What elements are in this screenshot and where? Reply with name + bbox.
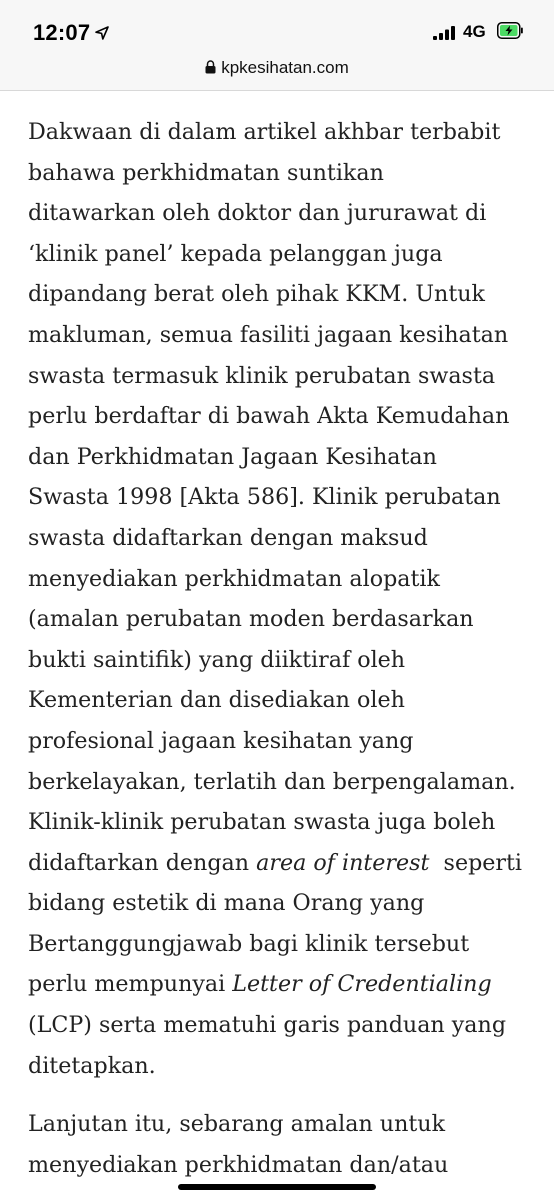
text-line: menyediakan perkhidmatan dan/atau [28,1151,449,1178]
text-line: ditetapkan. [28,1052,156,1079]
text-line: (amalan perubatan moden berdasarkan [28,606,474,633]
location-arrow-icon [95,26,109,40]
text-line: berkelayakan, terlatih dan berpengalaman. [28,768,516,795]
text-line: profesional jagaan kesihatan yang [28,727,414,754]
text-line: Kementerian dan disediakan oleh [28,687,405,714]
text-line [28,964,538,1005]
text-line: dan Perkhidmatan Jagaan Kesihatan [28,443,437,470]
signal-bars-icon [433,26,457,40]
text-segment: seperti [429,849,523,876]
home-indicator[interactable] [178,1184,376,1190]
network-type: 4G [463,22,486,41]
lock-icon [205,60,216,74]
article-content [28,112,538,1203]
article-paragraph [28,112,538,1086]
text-line: perlu berdaftar di bawah Akta Kemudahan [28,403,510,430]
italic-term: area of interest [256,849,430,876]
text-line [28,843,538,884]
text-line: ‘klinik panel’ kepada pelanggan juga [28,240,443,267]
text-line: Lanjutan itu, sebarang amalan untuk [28,1111,446,1138]
text-line: Bertanggungjawab bagi klinik tersebut [28,930,470,957]
url-bar[interactable] [0,56,554,91]
text-line: makluman, semua fasiliti jagaan kesihatan [28,321,509,348]
text-line: ditawarkan oleh doktor dan jururawat di [28,200,487,227]
text-line: swasta termasuk klinik perubatan swasta [28,362,496,389]
text-line: swasta didaftarkan dengan maksud [28,524,428,551]
battery-charging-icon [497,22,523,39]
status-time: 12:07 [33,20,91,45]
text-line: (LCP) serta mematuhi garis panduan yang [28,1012,507,1039]
italic-term: Letter of Credentialing [232,971,492,998]
text-segment: perlu mempunyai [28,971,233,998]
article-paragraph [28,1104,538,1185]
status-bar [0,0,554,56]
text-segment: didaftarkan dengan [28,849,257,876]
text-line: bahawa perkhidmatan suntikan [28,159,384,186]
text-line: menyediakan perkhidmatan alopatik [28,565,440,592]
text-line: dipandang berat oleh pihak KKM. Untuk [28,281,485,308]
text-line: Swasta 1998 [Akta 586]. Klinik perubatan [28,484,501,511]
text-line: bukti saintifik) yang diiktiraf oleh [28,646,406,673]
text-line: bidang estetik di mana Orang yang [28,890,425,917]
url-domain: kpkesihatan.com [221,58,349,77]
text-line: Klinik-klinik perubatan swasta juga boleh [28,809,496,836]
text-line: Dakwaan di dalam artikel akhbar terbabit [28,119,501,145]
